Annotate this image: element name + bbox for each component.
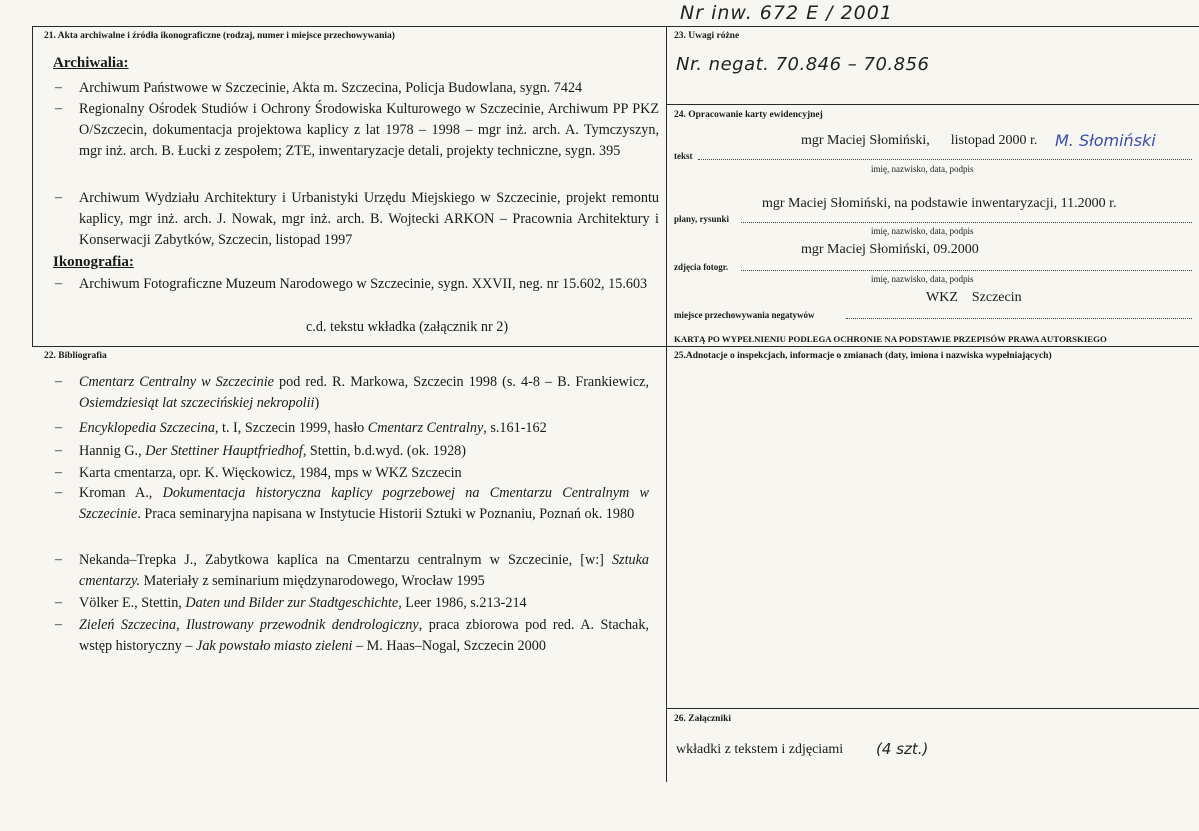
list-bullet: – (55, 101, 62, 116)
photos-caption: imię, nazwisko, data, podpis (871, 274, 974, 284)
copyright-notice: KARTĄ PO WYPEŁNIENIU PODLEGA OCHRONIE NA PODSTAWIE PRZEPISÓW PRAWA AUTORSKIEGO (674, 334, 1107, 344)
archiwalia-item: Regionalny Ośrodek Studiów i Ochrony Środowiska Kulturowego w Szczecinie, Archiwum PP PKZ O/Szczecin, dokumentacja projektowa kaplicy z lat 1978 – 1998 – mgr inż. arch. A. Tymczyszyn, mgr inż. arch. B. Łucki z zespołem; ZTE, inwentaryzacje detali, projekty techniczne, sygn. 395 (79, 101, 659, 159)
bibliography-item: Zieleń Szczecina, Ilustrowany przewodnik dendrologiczny, praca zbiorowa pod red. A. Stachak, wstęp historyczny – Jak powstało miasto zieleni – M. Haas–Nogal, Szczecin 2000 (79, 617, 649, 654)
bibliography-item: Kroman A., Dokumentacja historyczna kaplicy pogrzebowej na Cmentarzu Centralnym w Szczecinie. Praca seminaryjna napisana w Instytucie Historii Sztuki w Poznaniu, Poznań ok. 1980 (79, 485, 649, 522)
bibliography-item: Encyklopedia Szczecina, t. I, Szczecin 1999, hasło Cmentarz Centralny, s.161-162 (79, 420, 547, 436)
drawings-label: plany, rysunki (674, 214, 730, 224)
list-bullet: – (55, 552, 62, 567)
list-bullet: – (55, 443, 62, 458)
drawings-dotted-line (741, 222, 1192, 223)
negative-numbers-note: Nr. negat. 70.846 – 70.856 (676, 54, 930, 75)
list-bullet: – (55, 465, 62, 480)
list-bullet: – (55, 420, 62, 435)
bibliography-item: Karta cmentarza, opr. K. Więckowicz, 1984, mps w WKZ Szczecin (79, 465, 462, 481)
bibliography-item: Völker E., Stettin, Daten und Bilder zur Stadtgeschichte, Leer 1986, s.213-214 (79, 595, 527, 611)
list-bullet: – (55, 485, 62, 500)
photos-author-value: mgr Maciej Słomiński, 09.2000 (801, 242, 979, 257)
drawings-caption: imię, nazwisko, data, podpis (871, 226, 974, 236)
ikonografia-heading: Ikonografia: (53, 254, 134, 270)
text-author-value: mgr Maciej Słomiński, listopad 2000 r. (801, 133, 1038, 148)
negatives-dotted-line (846, 318, 1192, 319)
archiwalia-item: Archiwum Państwowe w Szczecinie, Akta m. Szczecina, Policja Budowlana, sygn. 7424 (79, 80, 583, 96)
ikonografia-item: Archiwum Fotograficzne Muzeum Narodowego w Szczecinie, sygn. XXVII, neg. nr 15.602, 15.603 (79, 276, 648, 292)
box22-header: 22. Bibliografia (44, 351, 107, 361)
top-border (32, 26, 1199, 27)
middle-horizontal-divider (32, 346, 1199, 347)
list-bullet: – (55, 374, 62, 389)
box24-header: 24. Opracowanie karty ewidencyjnej (674, 110, 823, 120)
box21-header: 21. Akta archiwalne i źródła ikonograficzne (rodzaj, numer i miejsce przechowywania) (44, 31, 395, 41)
attachments-value: wkładki z tekstem i zdjęciami (676, 742, 844, 757)
drawings-author-value: mgr Maciej Słomiński, na podstawie inwentaryzacji, 11.2000 r. (762, 196, 1117, 211)
box23-header: 23. Uwagi różne (674, 31, 740, 41)
bibliography-item: Nekanda–Trepka J., Zabytkowa kaplica na Cmentarzu centralnym w Szczecinie, [w:] Sztuka cmentarzy. Materiały z seminarium międzynarodowego, Wrocław 1995 (79, 552, 649, 589)
photos-label: zdjęcia fotogr. (674, 262, 729, 272)
bibliography-item: Hannig G., Der Stettiner Hauptfriedhof, Stettin, b.d.wyd. (ok. 1928) (79, 443, 466, 459)
attachments-count-note: (4 szt.) (876, 740, 929, 758)
left-border (32, 26, 33, 346)
list-bullet: – (55, 595, 62, 610)
list-bullet: – (55, 276, 62, 291)
archiwalia-heading: Archiwalia: (53, 55, 129, 71)
box26-header: 26. Załączniki (674, 714, 732, 724)
box23-bottom-divider (666, 104, 1199, 105)
column-divider (666, 26, 667, 782)
photos-dotted-line (741, 270, 1192, 271)
text-dotted-line (698, 159, 1192, 160)
list-bullet: – (55, 80, 62, 95)
author-signature: M. Słomiński (1055, 131, 1156, 150)
continuation-note: c.d. tekstu wkładka (załącznik nr 2) (306, 319, 509, 335)
list-bullet: – (55, 617, 62, 632)
inventory-number-note: Nr inw. 672 E / 2001 (680, 2, 893, 24)
bibliography-item: Cmentarz Centralny w Szczecinie pod red. R. Markowa, Szczecin 1998 (s. 4-8 – B. Frankiewicz, Osiemdziesiąt lat szczecińskiej nekropolii) (79, 374, 649, 411)
text-label: tekst (674, 151, 693, 161)
text-caption: imię, nazwisko, data, podpis (871, 164, 974, 174)
negatives-location-label: miejsce przechowywania negatywów (674, 310, 815, 320)
box25-header: 25.Adnotacje o inspekcjach, informacje o zmianach (daty, imiona i nazwiska wypełniających) (674, 351, 1052, 361)
negatives-location-value: WKZ Szczecin (926, 290, 1022, 305)
box25-bottom-divider (666, 708, 1199, 709)
list-bullet: – (55, 190, 62, 205)
archiwalia-item: Archiwum Wydziału Architektury i Urbanistyki Urzędu Miejskiego w Szczecinie, projekt remontu kaplicy, mgr inż. arch. J. Nowak, mgr inż. arch. B. Wojtecki ARKON – Pracownia Architektury i Konserwacji Zabytków, Szczecin, listopad 1997 (79, 190, 659, 248)
